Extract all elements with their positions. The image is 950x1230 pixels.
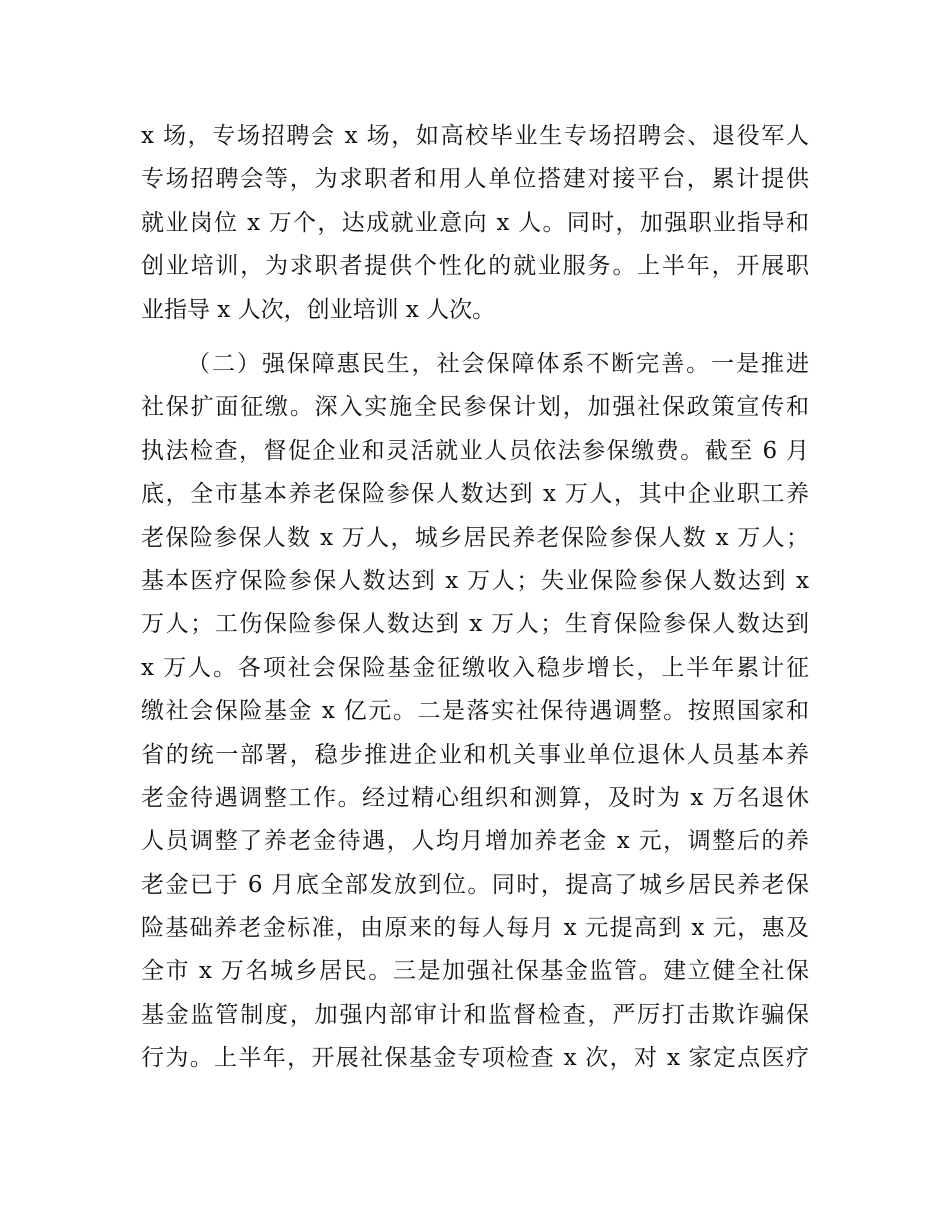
text-line: 老保险参保人数 x 万人，城乡居民养老保险参保人数 x 万人；: [141, 524, 809, 551]
text-line: 底，全市基本养老保险参保人数达到 x 万人，其中企业职工养: [141, 481, 809, 508]
text-line: 缴社会保险基金 x 亿元。二是落实社保待遇调整。按照国家和: [141, 698, 809, 725]
text-line: 险基础养老金标准，由原来的每人每月 x 元提高到 x 元，惠及: [141, 915, 809, 942]
text-line: 万人；工伤保险参保人数达到 x 万人；生育保险参保人数达到: [141, 611, 809, 638]
text-line: 创业培训，为求职者提供个性化的就业服务。上半年，开展职: [141, 253, 809, 280]
text-line: 专场招聘会等，为求职者和用人单位搭建对接平台，累计提供: [141, 166, 809, 193]
text-line: 业指导 x 人次，创业培训 x 人次。: [141, 296, 496, 323]
paragraph-social-security: [141, 343, 809, 1081]
text-line: 行为。上半年，开展社保基金专项检查 x 次，对 x 家定点医疗: [141, 1045, 809, 1072]
text-line: 基金监管制度，加强内部审计和监督检查，严厉打击欺诈骗保: [141, 1001, 809, 1028]
text-line: x 万人。各项社会保险基金征缴收入稳步增长，上半年累计征: [141, 654, 809, 681]
text-line: x 场，专场招聘会 x 场，如高校毕业生专场招聘会、退役军人: [141, 123, 809, 149]
text-line: 基本医疗保险参保人数达到 x 万人；失业保险参保人数达到 x: [141, 567, 809, 594]
text-line: 社保扩面征缴。深入实施全民参保计划，加强社保政策宣传和: [141, 394, 809, 421]
text-line: 老金已于 6 月底全部发放到位。同时，提高了城乡居民养老保: [141, 871, 809, 898]
text-line: 老金待遇调整工作。经过精心组织和测算，及时为 x 万名退休: [141, 784, 809, 811]
text-line: 省的统一部署，稳步推进企业和机关事业单位退休人员基本养: [141, 741, 809, 768]
text-line: 全市 x 万名城乡居民。三是加强社保基金监管。建立健全社保: [141, 958, 809, 985]
paragraph-employment-services: [141, 115, 809, 332]
text-line: 执法检查，督促企业和灵活就业人员依法参保缴费。截至 6 月: [141, 437, 809, 464]
text-line: 人员调整了养老金待遇，人均月增加养老金 x 元，调整后的养: [141, 828, 809, 855]
section-heading-line: （二）强保障惠民生，社会保障体系不断完善。一是推进: [187, 351, 809, 377]
text-line: 就业岗位 x 万个，达成就业意向 x 人。同时，加强职业指导和: [141, 209, 809, 236]
